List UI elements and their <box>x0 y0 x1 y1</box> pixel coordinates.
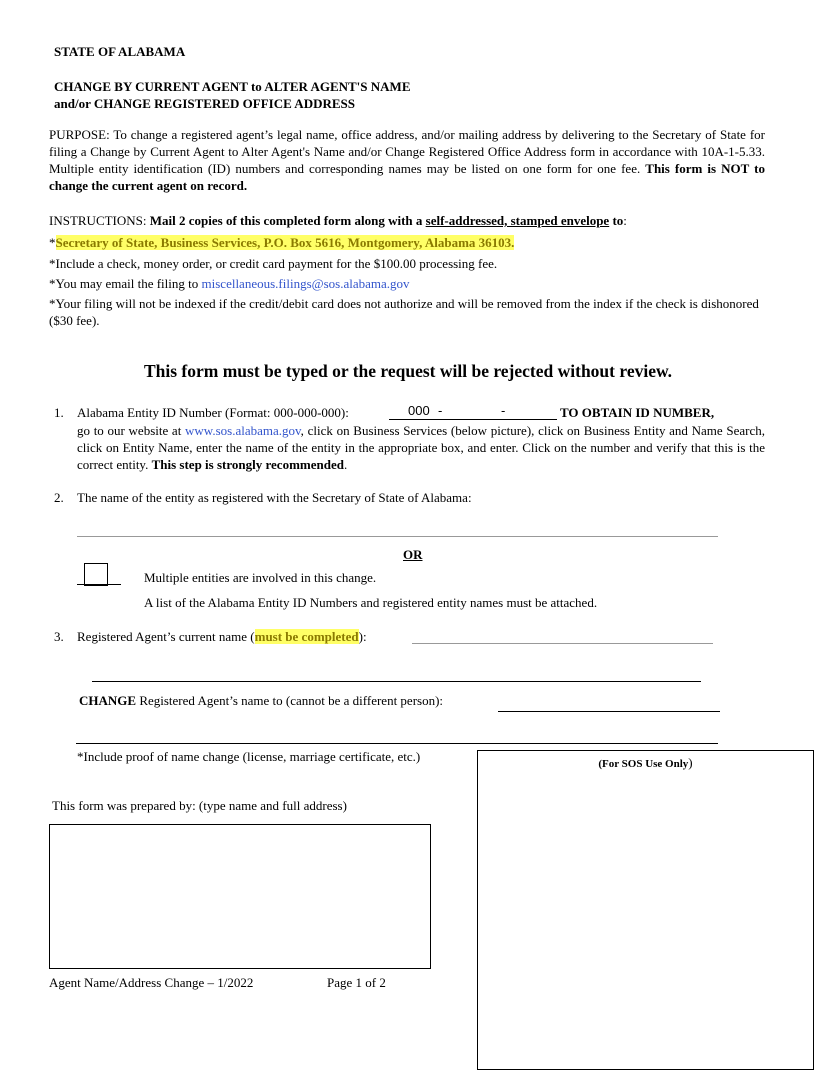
sos-use-label-text: (For SOS Use Only <box>598 758 689 770</box>
item1-body-b: , click on Business Services (below picture), click on Business Entity and Name Search, click on Entity Name, enter the name of the entity in the appropriate box, and enter. Click on the number and verify that this is the correct entity. <box>77 423 765 472</box>
new-agent-name-label <box>79 693 443 709</box>
form-title-line1: CHANGE BY CURRENT AGENT to ALTER AGENT'S NAME <box>54 79 411 94</box>
item1-recommended: This step is strongly recommended <box>151 457 344 472</box>
prepared-by-label: This form was prepared by: (type name and full address) <box>52 798 347 813</box>
state-heading: STATE OF ALABAMA <box>54 44 186 59</box>
checkbox-underline <box>77 584 121 585</box>
multiple-entities-label: Multiple entities are involved in this change. <box>144 570 377 585</box>
entity-id-underline <box>389 419 557 420</box>
website-link[interactable]: www.sos.alabama.gov <box>185 423 301 438</box>
item1-body-end: . <box>343 457 348 472</box>
instructions-line <box>49 212 627 229</box>
mailing-address: Secretary of State, Business Services, P.O. Box 5616, Montgomery, Alabama 36103. <box>55 235 515 250</box>
email-link[interactable]: miscellaneous.filings@sos.alabama.gov <box>201 276 410 291</box>
sos-use-label <box>478 755 813 771</box>
instructions-bold-a: Mail 2 copies of this completed form along with a <box>149 213 426 228</box>
item2-number: 2. <box>54 490 64 505</box>
entity-id-dash1: - <box>438 403 443 418</box>
sos-use-label-paren: ) <box>688 755 693 770</box>
footer-form-name: Agent Name/Address Change – 1/2022 <box>49 975 254 990</box>
current-agent-label-a: Registered Agent’s current name ( <box>77 629 255 644</box>
obtain-id-heading: TO OBTAIN ID NUMBER, <box>560 405 715 420</box>
new-agent-name-field[interactable] <box>498 711 720 712</box>
purpose-bold: This form is NOT to change the current agent on record. <box>49 161 765 193</box>
item3-number: 3. <box>54 629 64 644</box>
form-title-line2: and/or CHANGE REGISTERED OFFICE ADDRESS <box>54 96 355 111</box>
current-agent-name-field-line2[interactable] <box>92 681 701 682</box>
address-star: * <box>49 235 56 250</box>
instructions-colon: : <box>623 213 627 228</box>
change-bold: CHANGE <box>79 693 137 708</box>
instructions-label: INSTRUCTIONS: <box>49 213 150 228</box>
current-agent-name-field[interactable] <box>412 643 713 644</box>
item1-instructions <box>77 422 765 473</box>
purpose-paragraph <box>49 126 765 194</box>
email-prefix: *You may email the filing to <box>49 276 202 291</box>
prepared-by-box[interactable] <box>49 824 431 969</box>
sos-use-box <box>477 750 814 1070</box>
instructions-envelope: self-addressed, stamped envelope <box>425 213 610 228</box>
index-note: *Your filing will not be indexed if the credit/debit card does not authorize and will be removed from the index if the check is dishonored ($30 fee). <box>49 296 759 328</box>
must-be-completed: must be completed <box>254 629 359 644</box>
entity-list-note: A list of the Alabama Entity ID Numbers and registered entity names must be attached. <box>144 595 598 610</box>
item1-body-a: go to our website at <box>77 423 186 438</box>
change-rest: Registered Agent’s name to (cannot be a different person): <box>136 693 444 708</box>
multiple-entities-checkbox[interactable] <box>84 563 108 586</box>
entity-id-dash2: - <box>501 403 506 418</box>
entity-id-prefix: 000 <box>408 403 430 418</box>
mailing-address-line <box>49 234 514 251</box>
entity-name-field[interactable] <box>77 536 718 537</box>
purpose-text: PURPOSE: To change a registered agent’s legal name, office address, and/or mailing address by delivering to the Secretary of State for filing a Change by Current Agent to Alter Agent's Name and/or Change Registered Office Address form in accordance with 10A-1-5.33. Multiple entity identification (ID) numbers and corresponding names may be listed on one form for one fee. <box>49 127 765 176</box>
new-agent-name-field-line2[interactable] <box>76 743 718 744</box>
typed-notice: This form must be typed or the request will be rejected without review. <box>143 361 673 381</box>
email-line <box>49 275 410 292</box>
or-separator: OR <box>403 547 423 562</box>
entity-id-field[interactable] <box>389 402 557 420</box>
fee-note: *Include a check, money order, or credit card payment for the $100.00 processing fee. <box>49 256 498 271</box>
entity-name-label: The name of the entity as registered with the Secretary of State of Alabama: <box>77 490 472 505</box>
entity-id-label: Alabama Entity ID Number (Format: 000-000-000): <box>77 405 349 420</box>
current-agent-label <box>77 629 367 645</box>
footer-page-number: Page 1 of 2 <box>327 975 386 990</box>
name-change-proof-note: *Include proof of name change (license, marriage certificate, etc.) <box>77 749 421 764</box>
current-agent-label-b: ): <box>358 629 367 644</box>
form-title <box>54 78 411 112</box>
instructions-bold-b: to <box>609 213 624 228</box>
item1-number: 1. <box>54 405 64 420</box>
